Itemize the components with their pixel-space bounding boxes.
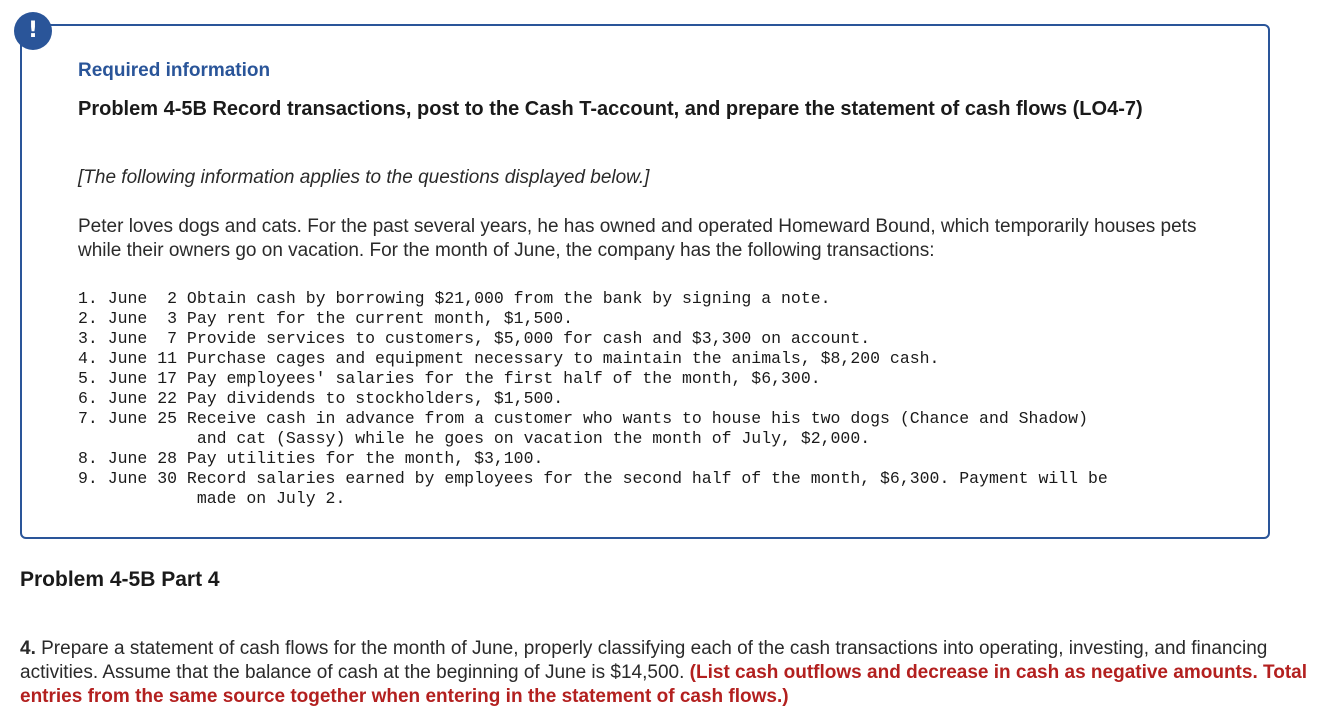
problem-title: Problem 4-5B Record transactions, post to the Cash T-account, and prepare the statement of cash flows (LO4-7) (78, 98, 1143, 120)
part-title: Problem 4-5B Part 4 (20, 568, 220, 591)
transaction-item: 3. June 7 Provide services to customers, $5,000 for cash and $3,300 on account. (78, 329, 871, 348)
transaction-item: 1. June 2 Obtain cash by borrowing $21,000 from the bank by signing a note. (78, 289, 831, 308)
transaction-list (78, 289, 1108, 509)
question-body: Prepare a statement of cash flows for the month of June, properly classifying each of the cash transactions into operating, investing, and financing activities. Assume that the balance of cash at the beginning of June is $14,500. (20, 638, 1268, 683)
transaction-item: 2. June 3 Pay rent for the current month, $1,500. (78, 309, 574, 328)
problem-intro: Peter loves dogs and cats. For the past several years, he has owned and operated Homeward Bound, which temporarily houses pets while their owners go on vacation. For the month of June, the company has the following transactions: (78, 216, 1197, 261)
required-information-panel (20, 24, 1270, 539)
required-information-heading: Required information (78, 60, 271, 81)
transaction-item: 7. June 25 Receive cash in advance from a customer who wants to house his two dogs (Chance and Shadow) and cat (Sassy) while he goes on vacation the month of July, $2,000. (78, 409, 1088, 448)
question-text (20, 637, 1310, 709)
transaction-item: 9. June 30 Record salaries earned by employees for the second half of the month, $6,300. Payment will be made on July 2. (78, 469, 1108, 508)
transaction-item: 6. June 22 Pay dividends to stockholders, $1,500. (78, 389, 564, 408)
context-note: [The following information applies to the questions displayed below.] (78, 167, 650, 188)
question-instructions: (List cash outflows and decrease in cash as negative amounts. Total entries from the same source together when entering in the statement of cash flows.) (20, 662, 1307, 707)
transaction-item: 4. June 11 Purchase cages and equipment necessary to maintain the animals, $8,200 cash. (78, 349, 940, 368)
exclamation-icon: ! (14, 12, 52, 50)
transaction-item: 8. June 28 Pay utilities for the month, $3,100. (78, 449, 544, 468)
transaction-item: 5. June 17 Pay employees' salaries for the first half of the month, $6,300. (78, 369, 821, 388)
question-number: 4. (20, 638, 36, 659)
